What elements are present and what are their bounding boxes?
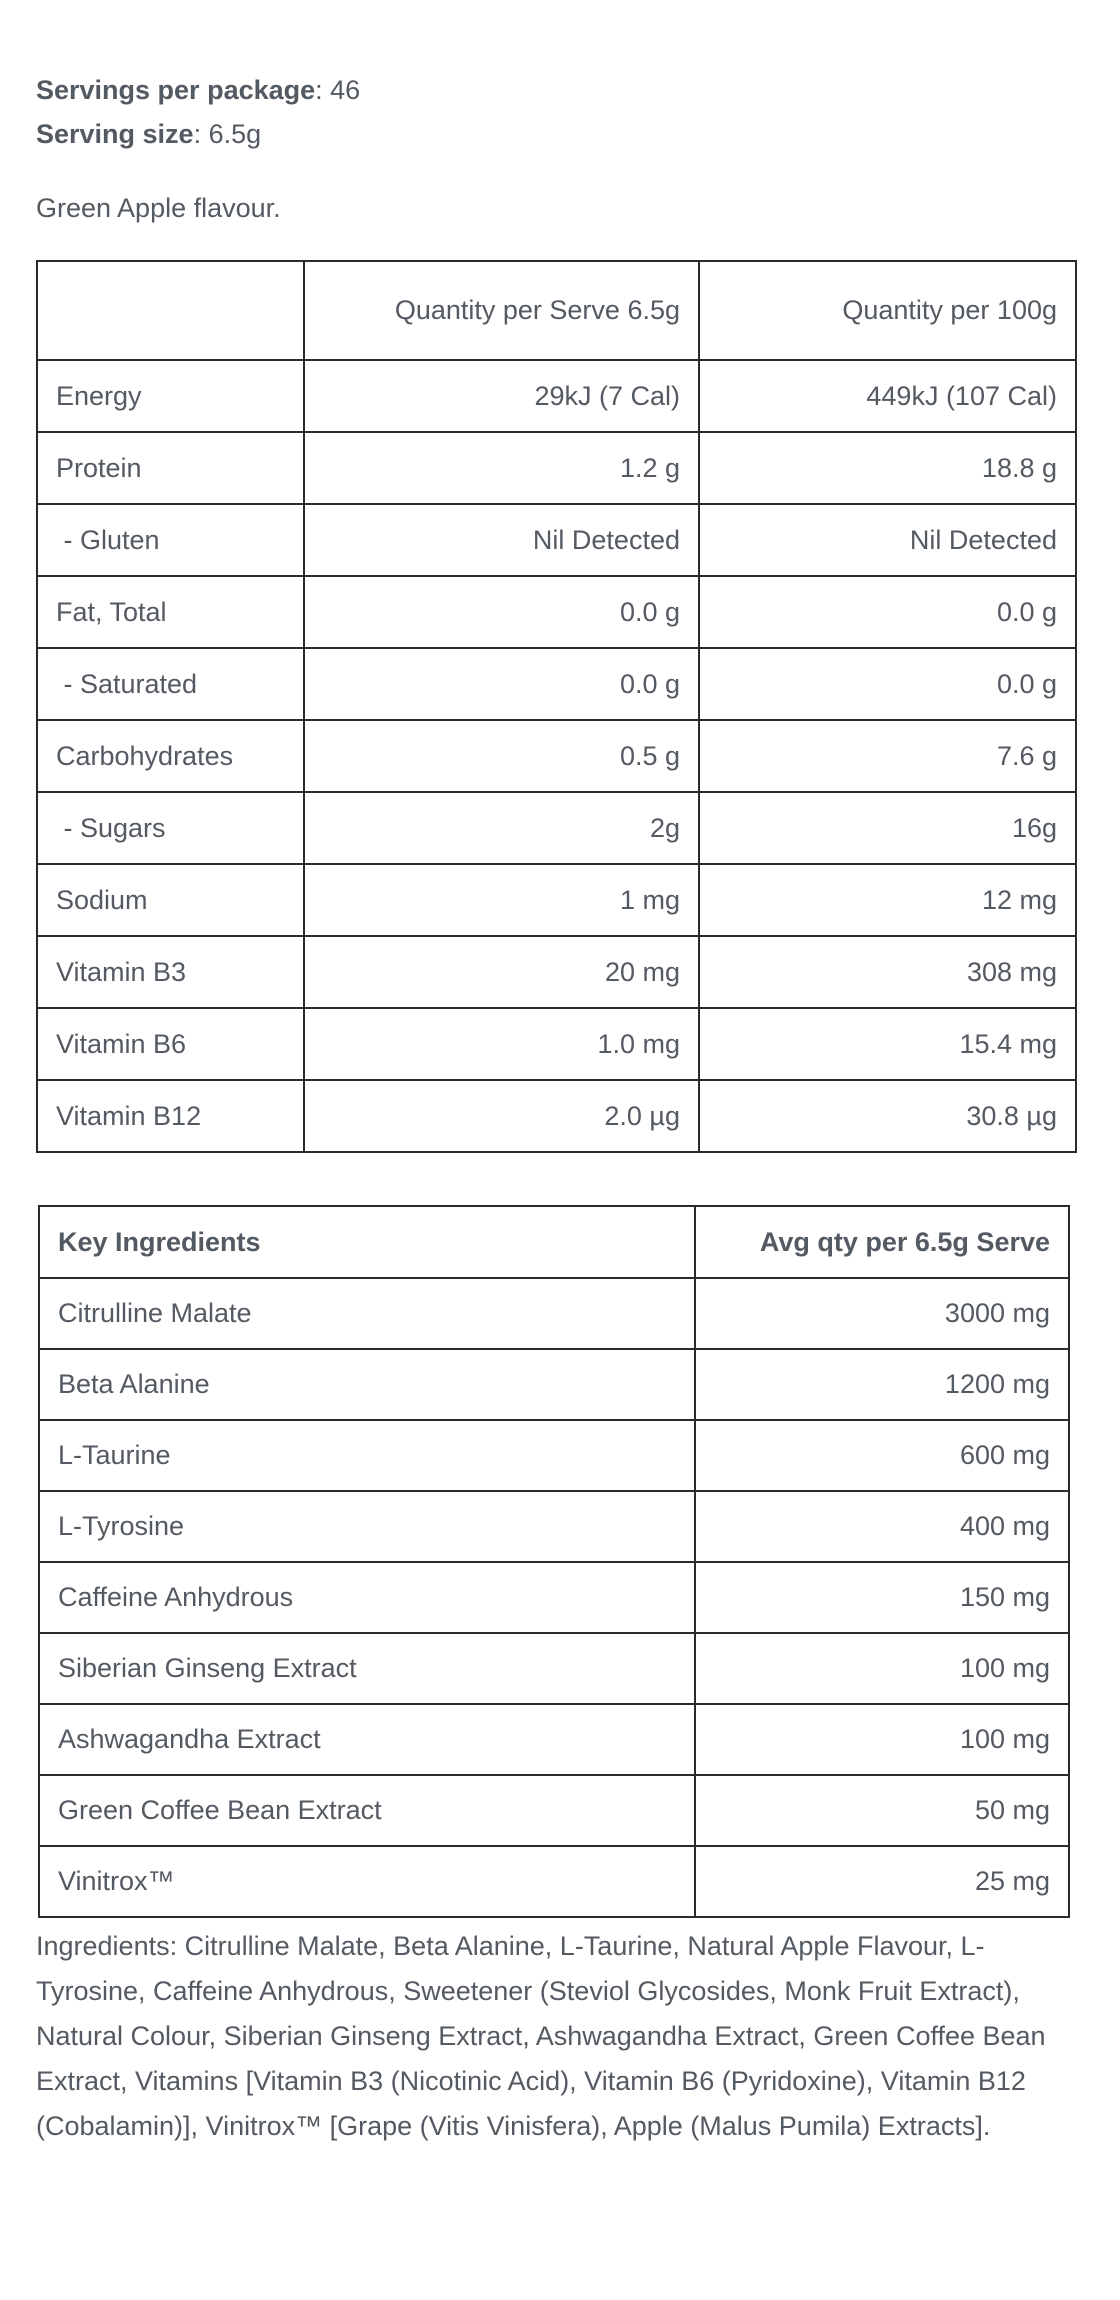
nutrient-per-serve: 0.0 g — [304, 648, 699, 720]
nutrient-per-serve: 0.0 g — [304, 576, 699, 648]
nutrient-per-serve: 1 mg — [304, 864, 699, 936]
table-row — [37, 792, 1076, 864]
ingredient-qty: 100 mg — [695, 1633, 1069, 1704]
ingredient-name: Caffeine Anhydrous — [39, 1562, 695, 1633]
nutrient-per-serve: 2g — [304, 792, 699, 864]
nutrient-per-serve: 1.2 g — [304, 432, 699, 504]
nutrient-per-100g: 0.0 g — [699, 576, 1076, 648]
nutrition-header-cell — [37, 261, 304, 360]
nutrition-header-cell: Quantity per Serve 6.5g — [304, 261, 699, 360]
ingredient-qty: 600 mg — [695, 1420, 1069, 1491]
nutrient-name: Energy — [37, 360, 304, 432]
serving-size-value: : 6.5g — [193, 119, 262, 149]
ingredient-name: Vinitrox™ — [39, 1846, 695, 1917]
nutrient-per-100g: 15.4 mg — [699, 1008, 1076, 1080]
nutrient-per-serve: 1.0 mg — [304, 1008, 699, 1080]
table-row — [37, 576, 1076, 648]
table-row — [39, 1846, 1069, 1917]
key-ingredients-header: Key Ingredients — [39, 1206, 695, 1278]
ingredient-qty: 400 mg — [695, 1491, 1069, 1562]
nutrient-per-serve: 20 mg — [304, 936, 699, 1008]
nutrient-name: - Gluten — [37, 504, 304, 576]
table-row — [37, 1008, 1076, 1080]
nutrient-per-100g: 30.8 µg — [699, 1080, 1076, 1152]
nutrient-name: - Saturated — [37, 648, 304, 720]
nutrient-per-100g: 308 mg — [699, 936, 1076, 1008]
nutrient-per-100g: 7.6 g — [699, 720, 1076, 792]
table-row — [39, 1775, 1069, 1846]
ingredient-name: Siberian Ginseng Extract — [39, 1633, 695, 1704]
nutrition-table — [36, 260, 1077, 1153]
nutrient-name: Vitamin B3 — [37, 936, 304, 1008]
key-ingredients-table — [38, 1205, 1070, 1918]
ingredient-qty: 50 mg — [695, 1775, 1069, 1846]
table-row — [39, 1704, 1069, 1775]
nutrient-per-100g: Nil Detected — [699, 504, 1076, 576]
ingredient-qty: 25 mg — [695, 1846, 1069, 1917]
product-info — [36, 68, 1086, 2149]
nutrient-per-100g: 16g — [699, 792, 1076, 864]
servings-per-package — [36, 68, 1086, 112]
nutrient-per-100g: 12 mg — [699, 864, 1076, 936]
serving-size — [36, 112, 1086, 156]
key-ingredients-header-row — [39, 1206, 1069, 1278]
ingredient-name: L-Tyrosine — [39, 1491, 695, 1562]
table-row — [37, 864, 1076, 936]
table-row — [37, 648, 1076, 720]
ingredient-name: Beta Alanine — [39, 1349, 695, 1420]
ingredients-list: Ingredients: Citrulline Malate, Beta Alanine, L-Taurine, Natural Apple Flavour, L-Tyrosine, Caffeine Anhydrous, Sweetener (Steviol Glycosides, Monk Fruit Extract), Natural Colour, Siberian Ginseng Extract, Ashwagandha Extract, Green Coffee Bean Extract, Vitamins [Vitamin B3 (Nicotinic Acid), Vitamin B6 (Pyridoxine), Vitamin B12 (Cobalamin)], Vinitrox™ [Grape (Vitis Vinisfera), Apple (Malus Pumila) Extracts]. — [36, 1931, 1046, 2141]
nutrient-per-serve: 0.5 g — [304, 720, 699, 792]
table-row — [39, 1491, 1069, 1562]
servings-per-package-value: : 46 — [315, 75, 361, 105]
table-row — [39, 1349, 1069, 1420]
nutrient-name: Vitamin B6 — [37, 1008, 304, 1080]
nutrient-per-100g: 449kJ (107 Cal) — [699, 360, 1076, 432]
nutrient-name: Protein — [37, 432, 304, 504]
nutrient-name: - Sugars — [37, 792, 304, 864]
nutrient-per-serve: 2.0 µg — [304, 1080, 699, 1152]
nutrient-name: Sodium — [37, 864, 304, 936]
table-row — [39, 1633, 1069, 1704]
ingredient-name: Citrulline Malate — [39, 1278, 695, 1349]
nutrition-header-cell: Quantity per 100g — [699, 261, 1076, 360]
avg-qty-header: Avg qty per 6.5g Serve — [695, 1206, 1069, 1278]
table-row — [37, 504, 1076, 576]
flavour-text: Green Apple flavour. — [36, 193, 281, 223]
nutrition-header-row — [37, 261, 1076, 360]
ingredient-qty: 1200 mg — [695, 1349, 1069, 1420]
ingredient-qty: 150 mg — [695, 1562, 1069, 1633]
ingredient-name: Green Coffee Bean Extract — [39, 1775, 695, 1846]
table-row — [39, 1278, 1069, 1349]
table-row — [37, 432, 1076, 504]
nutrient-per-serve: 29kJ (7 Cal) — [304, 360, 699, 432]
table-row — [37, 720, 1076, 792]
ingredient-name: L-Taurine — [39, 1420, 695, 1491]
nutrient-name: Carbohydrates — [37, 720, 304, 792]
servings-per-package-label: Servings per package — [36, 75, 316, 105]
nutrient-name: Vitamin B12 — [37, 1080, 304, 1152]
table-row — [39, 1420, 1069, 1491]
table-row — [39, 1562, 1069, 1633]
nutrient-per-100g: 0.0 g — [699, 648, 1076, 720]
nutrient-per-100g: 18.8 g — [699, 432, 1076, 504]
table-row — [37, 936, 1076, 1008]
ingredient-name: Ashwagandha Extract — [39, 1704, 695, 1775]
table-row — [37, 1080, 1076, 1152]
table-row — [37, 360, 1076, 432]
ingredient-qty: 3000 mg — [695, 1278, 1069, 1349]
ingredient-qty: 100 mg — [695, 1704, 1069, 1775]
serving-size-label: Serving size — [36, 119, 194, 149]
nutrient-name: Fat, Total — [37, 576, 304, 648]
nutrient-per-serve: Nil Detected — [304, 504, 699, 576]
